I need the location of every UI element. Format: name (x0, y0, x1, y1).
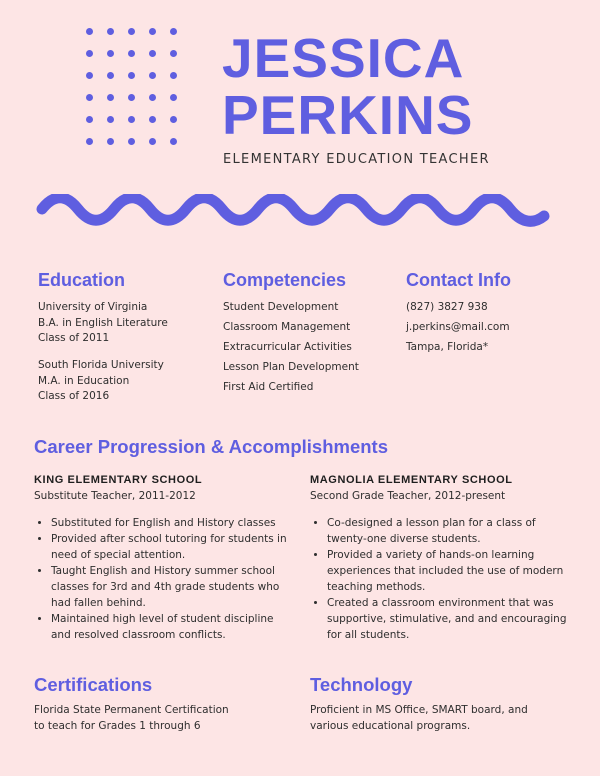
education-entry (38, 300, 168, 347)
job-title: ELEMENTARY EDUCATION TEACHER (223, 152, 490, 167)
dot-decoration (149, 94, 156, 101)
first-name: JESSICA (222, 27, 465, 89)
contact-phone: (827) 3827 938 (406, 301, 488, 313)
competency-item: Lesson Plan Development (223, 361, 359, 373)
career-heading: Career Progression & Accomplishments (34, 436, 389, 457)
contact-list (406, 300, 510, 360)
technology-text (310, 703, 528, 734)
dot-decoration (170, 50, 177, 57)
job-role: Second Grade Teacher, 2012-present (310, 490, 506, 502)
dot-decoration (128, 94, 135, 101)
dot-decoration (107, 94, 114, 101)
dot-decoration (149, 116, 156, 123)
dot-decoration (107, 50, 114, 57)
job-bullet: • Taught English and History summer school classes for 3rd and 4th grade students who had fallen behind. (51, 563, 291, 611)
dot-decoration (128, 28, 135, 35)
dot-decoration (86, 28, 93, 35)
dot-decoration (149, 28, 156, 35)
certifications-line: Florida State Permanent Certification (34, 704, 229, 716)
dot-decoration (149, 138, 156, 145)
competency-item: First Aid Certified (223, 381, 314, 393)
competency-item: Classroom Management (223, 321, 351, 333)
competencies-heading: Competencies (223, 270, 347, 290)
job-bullets (34, 515, 291, 643)
dot-decoration (86, 138, 93, 145)
job-bullet: • Co-designed a lesson plan for a class of twenty-one diverse students. (327, 515, 575, 547)
dot-decoration (107, 72, 114, 79)
education-degree: B.A. in English Literature (38, 316, 168, 329)
dot-decoration (86, 94, 93, 101)
job-school: KING ELEMENTARY SCHOOL (34, 474, 203, 486)
education-degree: M.A. in Education (38, 374, 130, 387)
competency-item: Extracurricular Activities (223, 341, 352, 353)
contact-location: Tampa, Florida* (406, 341, 489, 353)
dot-decoration (107, 28, 114, 35)
technology-line: Proficient in MS Office, SMART board, and (310, 704, 528, 716)
dot-decoration (149, 50, 156, 57)
dot-decoration (107, 116, 114, 123)
dot-decoration (170, 138, 177, 145)
job-school: MAGNOLIA ELEMENTARY SCHOOL (310, 474, 513, 486)
dot-decoration (86, 50, 93, 57)
dot-decoration (128, 116, 135, 123)
dot-decoration (107, 138, 114, 145)
job-role: Substitute Teacher, 2011-2012 (34, 490, 196, 502)
education-school: University of Virginia (38, 301, 148, 313)
competencies-list (223, 300, 359, 400)
education-entry (38, 358, 164, 405)
dot-decoration (86, 116, 93, 123)
dot-decoration (170, 116, 177, 123)
job-bullet: • Substituted for English and History classes (51, 515, 291, 531)
contact-email: j.perkins@mail.com (406, 321, 510, 333)
dot-decoration (149, 72, 156, 79)
dot-decoration (128, 50, 135, 57)
job-bullets (310, 515, 575, 643)
job-bullet: • Created a classroom environment that was supportive, stimulative, and and encouraging for all students. (327, 595, 575, 643)
education-school: South Florida University (38, 359, 164, 371)
education-heading: Education (38, 270, 126, 290)
candidate-name (222, 27, 474, 146)
technology-line: various educational programs. (310, 719, 471, 732)
competency-item: Student Development (223, 301, 339, 313)
last-name: PERKINS (222, 84, 474, 146)
dot-decoration (128, 138, 135, 145)
dot-decoration (86, 72, 93, 79)
education-year: Class of 2016 (38, 390, 110, 402)
job-bullet: • Provided after school tutoring for students in need of special attention. (51, 531, 291, 563)
job-bullet: • Maintained high level of student discipline and resolved classroom conflicts. (51, 611, 291, 643)
wave-divider (30, 194, 560, 234)
job-bullet: • Provided a variety of hands-on learning experiences that included the use of modern teaching methods. (327, 547, 575, 595)
certifications-text (34, 703, 229, 734)
dot-decoration (128, 72, 135, 79)
dot-grid-decoration (86, 28, 180, 148)
contact-heading: Contact Info (406, 270, 511, 290)
dot-decoration (170, 28, 177, 35)
certifications-line: to teach for Grades 1 through 6 (34, 719, 201, 732)
technology-heading: Technology (310, 674, 413, 695)
certifications-heading: Certifications (34, 674, 153, 695)
dot-decoration (170, 72, 177, 79)
education-year: Class of 2011 (38, 332, 110, 344)
dot-decoration (170, 94, 177, 101)
